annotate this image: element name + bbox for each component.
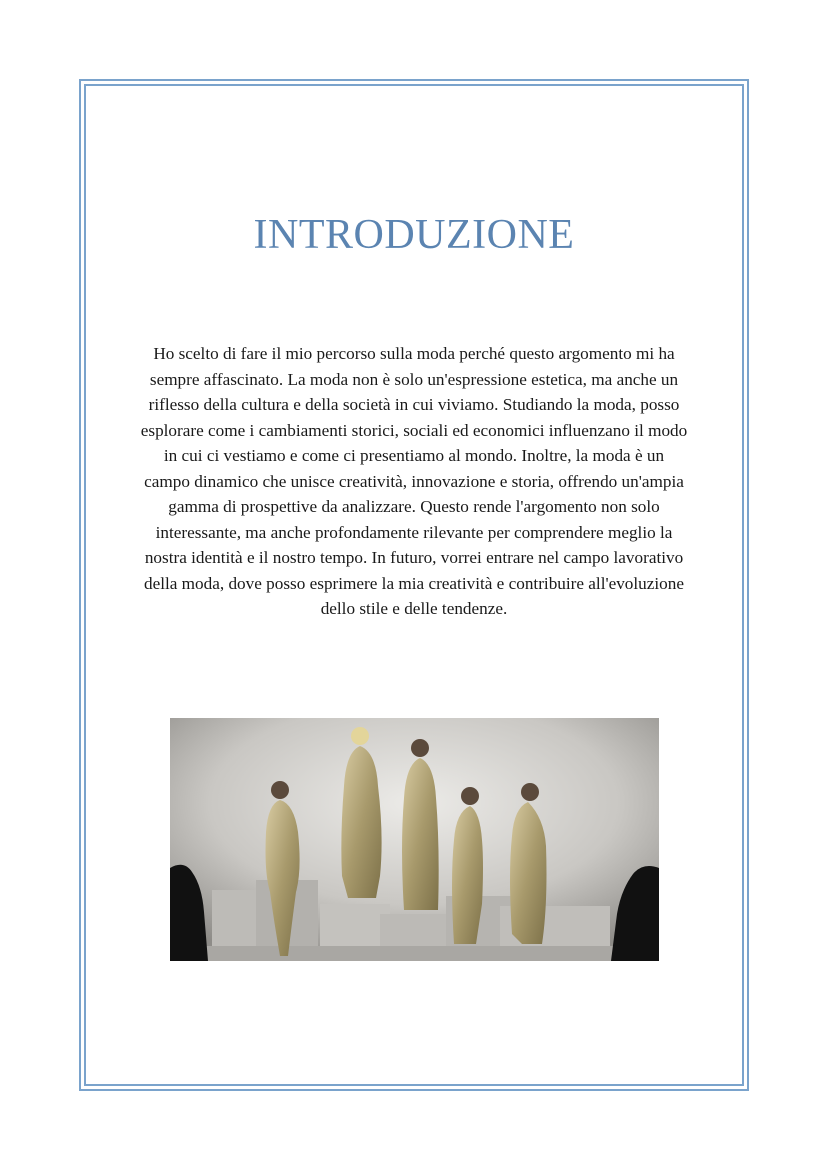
page-title: INTRODUZIONE: [253, 212, 575, 258]
runway-photo: [170, 718, 659, 961]
intro-paragraph: Ho scelto di fare il mio percorso sulla moda perché questo argomento mi ha sempre affascinato. La moda non è solo un'espressione estetica, ma anche un riflesso della cultura e della società in cui viviamo. Studiando la moda, posso esplorare come i cambiamenti storici, sociali ed economici influenzano il modo in cui ci vestiamo e come ci presentiamo al mondo. Inoltre, la moda è un campo dinamico che unisce creatività, innovazione e storia, offrendo un'ampia gamma di prospettive da analizzare. Questo rende l'argomento non solo interessante, ma anche profondamente rilevante per comprendere meglio la nostra identità e il nostro tempo. In futuro, vorrei entrare nel campo lavorativo della moda, dove posso esprimere la mia creatività e contribuire all'evoluzione dello stile e delle tendenze.: [140, 344, 688, 618]
runway-photo-illustration: [170, 718, 659, 961]
